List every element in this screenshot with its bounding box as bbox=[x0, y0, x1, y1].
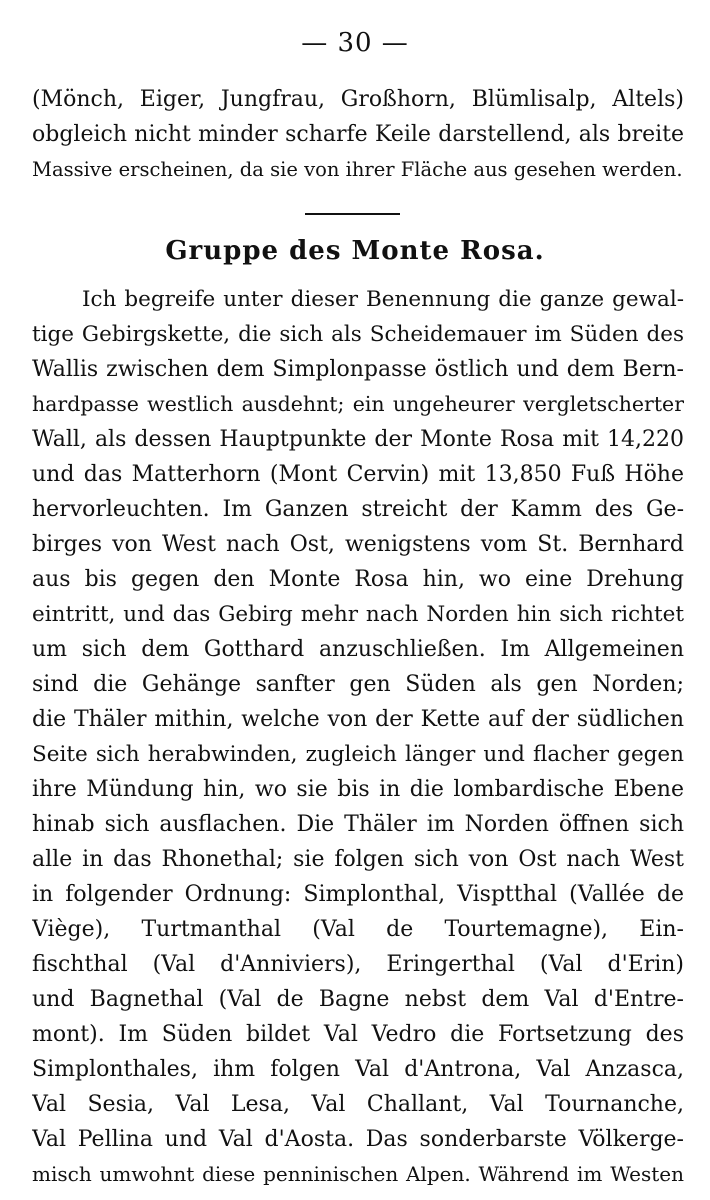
text-line: Val Sesia, Val Lesa, Val Challant, Val Tournanche, bbox=[32, 1092, 684, 1117]
body-paragraph bbox=[32, 282, 684, 1192]
text-line: Ich begreife unter dieser Benennung die ganze gewal- bbox=[82, 287, 684, 312]
text-line: sind die Gehänge sanfter gen Süden als gen Norden; bbox=[32, 672, 684, 697]
text-line: fischthal (Val d'Anniviers), Eringerthal (Val d'Erin) bbox=[32, 952, 684, 977]
text-line: Simplonthales, ihm folgen Val d'Antrona, Val Anzasca, bbox=[32, 1057, 684, 1082]
text-line: birges von West nach Ost, wenigstens vom St. Bernhard bbox=[32, 532, 684, 557]
text-line: eintritt, und das Gebirg mehr nach Norden hin sich richtet bbox=[32, 602, 684, 627]
text-line: obgleich nicht minder scharfe Keile darstellend, als breite bbox=[32, 122, 684, 147]
page-number: — 30 — bbox=[301, 28, 409, 58]
section-heading: Gruppe des Monte Rosa. bbox=[165, 236, 545, 266]
text-line: (Mönch, Eiger, Jungfrau, Großhorn, Blümlisalp, Altels) bbox=[32, 87, 684, 112]
text-line: und Bagnethal (Val de Bagne nebst dem Val d'Entre- bbox=[32, 987, 684, 1012]
text-line: Wall, als dessen Hauptpunkte der Monte Rosa mit 14,220 bbox=[32, 427, 684, 452]
section-divider bbox=[305, 213, 400, 215]
text-line: hervorleuchten. Im Ganzen streicht der Kamm des Ge- bbox=[32, 497, 684, 522]
intro-paragraph bbox=[32, 82, 684, 187]
text-line: hinab sich ausflachen. Die Thäler im Norden öffnen sich bbox=[32, 812, 684, 837]
text-line: tige Gebirgskette, die sich als Scheidemauer im Süden des bbox=[32, 322, 684, 347]
text-line: hardpasse westlich ausdehnt; ein ungeheurer vergletscherter bbox=[32, 392, 684, 416]
text-line: Massive erscheinen, da sie von ihrer Fläche aus gesehen werden. bbox=[32, 158, 683, 181]
text-line: Viège), Turtmanthal (Val de Tourtemagne), Ein- bbox=[32, 917, 684, 942]
text-line: ihre Mündung hin, wo sie bis in die lombardische Ebene bbox=[32, 777, 684, 802]
text-line: und das Matterhorn (Mont Cervin) mit 13,850 Fuß Höhe bbox=[32, 462, 684, 487]
text-line: aus bis gegen den Monte Rosa hin, wo eine Drehung bbox=[32, 567, 684, 592]
text-line: Wallis zwischen dem Simplonpasse östlich und dem Bern- bbox=[32, 357, 684, 382]
text-line: Seite sich herabwinden, zugleich länger und flacher gegen bbox=[32, 742, 684, 767]
text-line: mont). Im Süden bildet Val Vedro die Fortsetzung des bbox=[32, 1022, 684, 1047]
text-line: Val Pellina und Val d'Aosta. Das sonderbarste Völkerge- bbox=[32, 1127, 684, 1152]
text-line: alle in das Rhonethal; sie folgen sich von Ost nach West bbox=[32, 847, 684, 872]
text-line: die Thäler mithin, welche von der Kette auf der südlichen bbox=[32, 707, 684, 732]
text-line: in folgender Ordnung: Simplonthal, Visptthal (Vallée de bbox=[32, 882, 684, 907]
text-line: um sich dem Gotthard anzuschließen. Im Allgemeinen bbox=[32, 637, 684, 662]
text-line: misch umwohnt diese penninischen Alpen. Während im Westen bbox=[32, 1162, 684, 1186]
